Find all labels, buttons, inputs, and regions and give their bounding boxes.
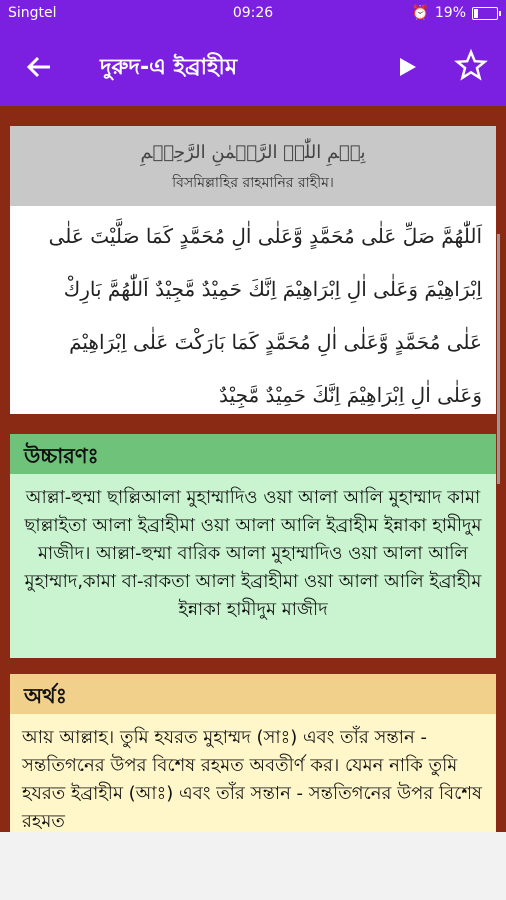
scrollbar[interactable] — [497, 234, 500, 484]
content-area[interactable] — [0, 106, 506, 832]
bismillah-bangla: বিসমিল্লাহির রাহমানির রাহীম। — [172, 175, 334, 191]
arabic-dua-card — [10, 206, 496, 414]
back-arrow-icon[interactable] — [22, 50, 56, 84]
pronunciation-card — [10, 474, 496, 658]
alarm-icon: ⏰ — [411, 5, 429, 21]
clock: 09:26 — [232, 5, 274, 21]
meaning-heading-label: অর্থঃ — [24, 684, 67, 708]
battery-percent: 19% — [434, 5, 466, 21]
carrier-label: Singtel — [8, 5, 57, 21]
status-bar — [0, 0, 506, 28]
status-right — [411, 5, 498, 21]
bismillah-arabic: بِسۡمِ اللّٰہِ الرَّحۡمٰنِ الرَّحِیۡمِ — [140, 142, 366, 163]
pronunciation-heading — [10, 434, 496, 474]
meaning-heading — [10, 674, 496, 714]
meaning-card — [10, 714, 496, 832]
battery-icon — [472, 7, 498, 20]
bismillah-card — [10, 126, 496, 206]
play-icon[interactable] — [392, 50, 422, 84]
star-icon[interactable] — [454, 48, 488, 84]
pronunciation-text: আল্লা-হুম্মা ছাল্লিআলা মুহাম্মাদিও ওয়া আলা আলি মুহাম্মাদ কামা ছাল্লাইতা আলা ইব্রাহীমা ওয়া আলা আলি ইব্রাহীম ইন্নাকা হামীদুম মাজীদ। আল্লা-হুম্মা বারিক আলা মুহাম্মাদিও ওয়া আলা আলি মুহাম্মাদ,কামা বা-রাকতা আলা ইব্রাহীমা ওয়া আলা আলি ইব্রাহীম ইন্নাকা হামীদুম মাজীদ — [24, 487, 482, 620]
page-title: দুরুদ-এ ইব্রাহীম — [100, 55, 238, 80]
pronunciation-heading-label: উচ্চারণঃ — [24, 444, 99, 468]
arabic-dua-text: اَللّٰهُمَّ صَلِّ عَلٰى مُحَمَّدٍ وَّعَلٰى اٰلِ مُحَمَّدٍ كَمَا صَلَّيْتَ عَلٰى اِبْرَاهِيْمَ وَعَلٰى اٰلِ اِبْرَاهِيْمَ اِنَّكَ حَمِيْدٌ مَّجِيْدٌ اَللّٰهُمَّ بَارِكْ عَلٰى مُحَمَّدٍ وَّعَلٰى اٰلِ مُحَمَّدٍ كَمَا بَارَكْتَ عَلٰى اِبْرَاهِيْمَ وَعَلٰى اٰلِ اِبْرَاهِيْمَ اِنَّكَ حَمِيْدٌ مَّجِيْدٌ — [48, 224, 482, 407]
app-bar — [0, 28, 506, 106]
meaning-text: আয় আল্লাহ। তুমি হযরত মুহাম্মদ (সাঃ) এবং তাঁর সন্তান - সন্ততিগনের উপর বিশেষ রহমত অবতীর্ণ কর। যেমন নাকি তুমি হযরত ইব্রাহীম (আঃ) এবং তাঁর সন্তান - সন্ততিগনের উপর বিশেষ রহমত — [22, 727, 482, 832]
